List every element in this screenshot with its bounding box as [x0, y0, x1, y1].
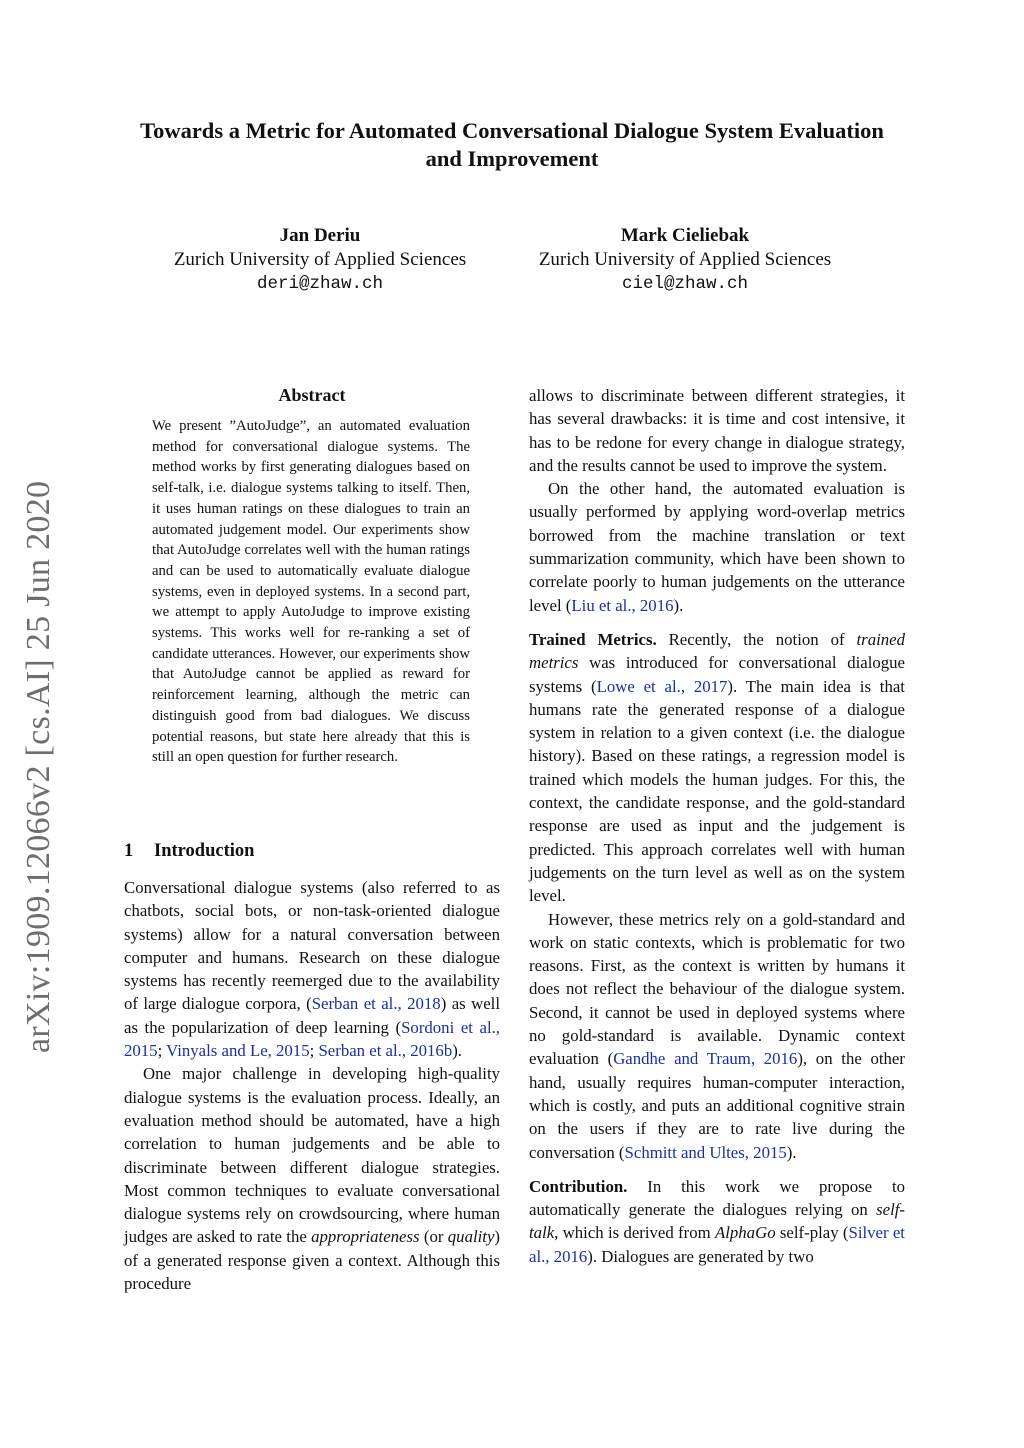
intro-paragraph-2: One major challenge in developing high-quality dialogue systems is the evaluation process. Ideally, an evaluation method should be automated, have a high correlation to human judgements and be able to discriminate between different dialogue strategies. Most common techniques to evaluate conversational dialogue systems rely on crowdsourcing, where human judges are asked to rate the appropriateness (or quality) of a generated response given a context. Although this procedure — [124, 1064, 500, 1294]
author-name: Mark Cieliebak — [620, 225, 750, 246]
author-block-1 — [150, 224, 490, 296]
citation-link[interactable]: Silver et al., 2016 — [529, 1223, 905, 1266]
left-column-body — [124, 876, 500, 1295]
citation-link[interactable]: Serban et al., 2016b — [318, 1041, 453, 1061]
citation-link[interactable]: Sordoni et al., 2015 — [124, 1017, 501, 1061]
author-email: ciel@zhaw.ch — [621, 274, 749, 294]
trained-metrics-paragraph: Trained Metrics. Recently, the notion of trained metrics was introduced for conversational dialogue systems (Lowe et al., 2017). The main idea is that humans rate the generated response of a dialogue system in relation to a given context (i.e. the dialogue history). Based on these ratings, a regression model is trained which models the human judges. For this, the context, the candidate response, and the gold-standard response are used as input and the judgement is predicted. This approach correlates well with human judgements on the turn level as well as on the system level. — [529, 629, 905, 906]
abstract-text: We present ”AutoJudge”, an automated evaluation method for conversational dialogue systems. The method works by first generating dialogues based on self-talk, i.e. dialogue systems talking to itself. Then, it uses human ratings on these dialogues to train an automated judgement model. Our experiments show that AutoJudge correlates well with the human ratings and can be used to automatically evaluate dialogue systems, even in deployed systems. In a second part, we attempt to apply AutoJudge to improve existing systems. This works well for re-ranking a set of candidate utterances. However, our experiments show that AutoJudge cannot be applied as reward for reinforcement learning, although the metric can distinguish good from bad dialogues. We discuss potential reasons, but state here already that this is still an open question for further research. — [152, 418, 470, 766]
section-title: Introduction — [154, 841, 255, 861]
paragraph-heading: Contribution. — [529, 1176, 628, 1196]
author-affiliation: Zurich University of Applied Sciences — [173, 249, 467, 270]
author-block-2 — [515, 224, 855, 296]
citation-link[interactable]: Schmitt and Ultes, 2015 — [624, 1142, 787, 1162]
contribution-paragraph: Contribution. In this work we propose to automatically generate the dialogues relying on self-talk, which is derived from AlphaGo self-play (Silver et al., 2016). Dialogues are generated by two — [529, 1176, 905, 1266]
right-paragraph-4: However, these metrics rely on a gold-standard and work on static contexts, which is problematic for two reasons. First, as the context is written by humans it does not reflect the behaviour of the dialogue system. Second, it cannot be used in deployed systems where no gold-standard is available. Dynamic context evaluation (Gandhe and Traum, 2016), on the other hand, usually requires human-computer interaction, which is costly, and puts an additional cognitive strain on the users if they are to rate live during the conversation (Schmitt and Ultes, 2015). — [529, 909, 905, 1162]
abstract-heading: Abstract — [278, 385, 346, 405]
citation-link[interactable]: Gandhe and Traum, 2016 — [613, 1049, 798, 1069]
citation-link[interactable]: Lowe et al., 2017 — [596, 676, 728, 696]
intro-paragraph-1: Conversational dialogue systems (also referred to as chatbots, social bots, or non-task-oriented dialogue systems) allow for a natural conversation between computer and humans. Research on these dialogue systems has recently reemerged due to the availability of large dialogue corpora, (Serban et al., 2018) as well as the popularization of deep learning (Sordoni et al., 2015; Vinyals and Le, 2015; Serban et al., 2016b). — [124, 878, 501, 1061]
right-paragraph-1: allows to discriminate between different strategies, it has several drawbacks: it is time and cost intensive, it has to be redone for every change in dialogue strategy, and the results cannot be used to improve the system. — [529, 386, 905, 475]
right-column-body — [529, 384, 905, 1268]
citation-link[interactable]: Vinyals and Le, 2015 — [166, 1041, 310, 1061]
arxiv-identifier: arXiv:1909.12066v2 [cs.AI] 25 Jun 2020 — [20, 480, 57, 1053]
author-affiliation: Zurich University of Applied Sciences — [538, 249, 832, 270]
right-paragraph-2: On the other hand, the automated evaluation is usually performed by applying word-overlap metrics borrowed from the machine translation or text summarization community, which have been shown to correlate poorly to human judgements on the utterance level (Liu et al., 2016). — [529, 479, 905, 615]
citation-link[interactable]: Liu et al., 2016 — [571, 595, 674, 615]
section-number: 1 — [124, 841, 134, 861]
section-heading-introduction — [124, 840, 254, 862]
author-email: deri@zhaw.ch — [256, 274, 384, 294]
author-name: Jan Deriu — [279, 225, 361, 246]
paragraph-heading: Trained Metrics. — [529, 629, 657, 649]
paper-title: Towards a Metric for Automated Conversational Dialogue System Evaluation and Improvement — [140, 118, 884, 171]
citation-link[interactable]: Serban et al., 2018 — [311, 994, 441, 1014]
